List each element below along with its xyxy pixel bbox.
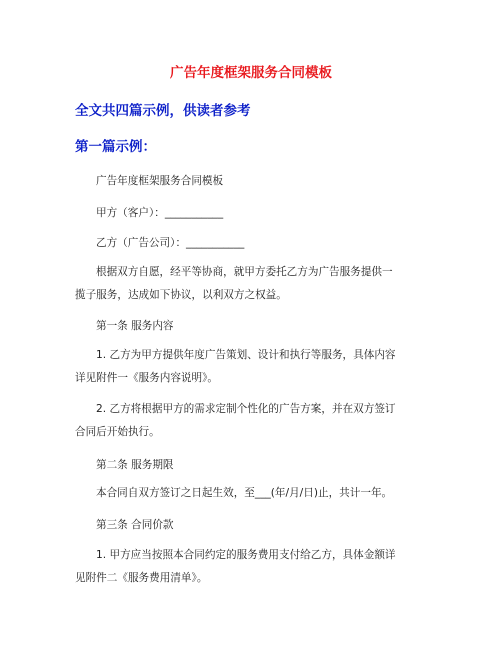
article-3-item-1-line-1: 1. 甲方应当按照本合同约定的服务费用支付给乙方，具体金额详 (96, 549, 396, 561)
article-1-item-2 (75, 398, 435, 444)
example-heading: 第一篇示例： (75, 139, 156, 155)
party-b-line: 乙方（广告公司）：___________ (96, 237, 245, 249)
intro-heading: 全文共四篇示例，供读者参考 (75, 103, 251, 119)
article-2-title: 第二条 服务期限 (96, 459, 174, 471)
article-3-item-1 (75, 544, 435, 590)
article-1-item-2-line-2: 合同后开始执行。 (75, 426, 160, 438)
preamble-line-2: 揽子服务，达成如下协议，以利双方之权益。 (75, 289, 287, 301)
document-title: 广告年度框架服务合同模板 (170, 65, 332, 81)
article-2-text: 本合同自双方签订之日起生效，至___(年/月/日)止，共计一年。 (96, 487, 393, 499)
party-a-line: 甲方（客户）：___________ (96, 207, 224, 219)
preamble-line-1: 根据双方自愿，经平等协商，就甲方委托乙方为广告服务提供一 (96, 266, 393, 278)
article-3-title: 第三条 合同价款 (96, 519, 174, 531)
article-1-item-2-line-1: 2. 乙方将根据甲方的需求定制个性化的广告方案，并在双方签订 (96, 403, 396, 415)
article-1-title: 第一条 服务内容 (96, 320, 174, 332)
article-1-item-1-line-2: 详见附件一《服务内容说明》。 (75, 372, 219, 384)
contract-name: 广告年度框架服务合同模板 (96, 175, 224, 187)
article-1-item-1 (75, 344, 435, 390)
article-3-item-1-line-2: 见附件二《服务费用清单》。 (75, 572, 208, 584)
article-1-item-1-line-1: 1. 乙方为甲方提供年度广告策划、设计和执行等服务，具体内容 (96, 349, 396, 361)
preamble-paragraph (75, 261, 435, 307)
